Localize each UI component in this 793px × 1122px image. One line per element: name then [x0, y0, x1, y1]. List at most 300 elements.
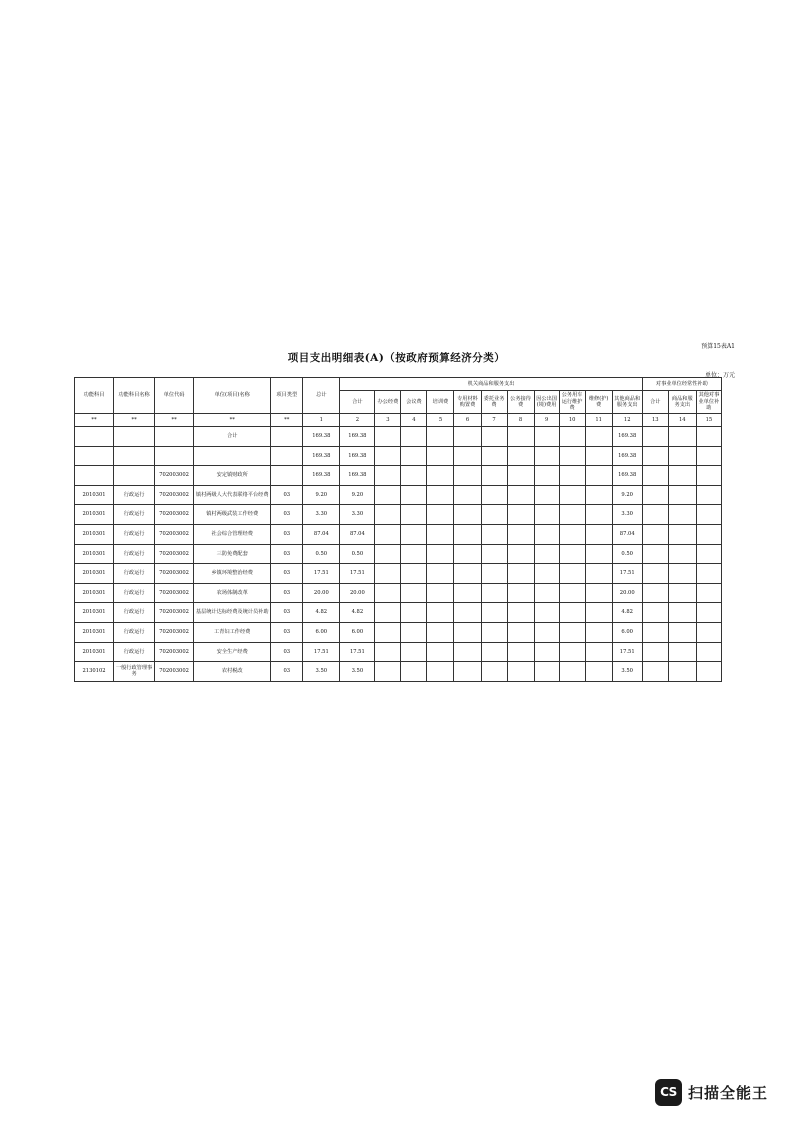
header-sub-7: 因公出国(境)费用 — [534, 391, 559, 414]
table-row — [75, 544, 722, 564]
unit-label: 单位：万元 — [704, 372, 735, 379]
cell-other-goods: 169.38 — [612, 427, 642, 447]
cell-goods-sum: 9.20 — [340, 485, 375, 505]
cell-func-code: 2010301 — [75, 505, 114, 525]
cell-empty — [507, 583, 534, 603]
cell-other-goods: 17.51 — [612, 642, 642, 662]
header-total: 总计 — [303, 378, 340, 414]
cell-total: 169.38 — [303, 427, 340, 447]
cell-empty — [401, 603, 427, 623]
cell-other-goods: 87.04 — [612, 524, 642, 544]
cell-empty — [696, 622, 721, 642]
cell-goods-sum: 3.50 — [340, 662, 375, 682]
cell-empty — [585, 485, 612, 505]
scanner-watermark — [655, 1077, 768, 1107]
header-sub-0: 合计 — [340, 391, 375, 414]
header-number-9: 5 — [427, 414, 454, 427]
cell-empty — [427, 466, 454, 486]
cell-goods-sum: 4.82 — [340, 603, 375, 623]
cell-empty — [534, 427, 559, 447]
cell-func-name: 行政运行 — [114, 544, 155, 564]
cell-func-code: 2130102 — [75, 662, 114, 682]
cell-empty — [534, 505, 559, 525]
cell-func-name: 行政运行 — [114, 564, 155, 584]
cell-empty — [427, 485, 454, 505]
cell-empty — [401, 524, 427, 544]
cell-empty — [642, 427, 668, 447]
cell-empty — [642, 662, 668, 682]
cell-empty — [585, 466, 612, 486]
cell-empty — [454, 544, 481, 564]
cell-empty — [559, 662, 585, 682]
cell-unit-name: 工青妇工作经费 — [194, 622, 271, 642]
cell-total: 169.38 — [303, 466, 340, 486]
cell-empty — [454, 446, 481, 466]
cell-project-type — [271, 446, 303, 466]
cell-empty — [401, 564, 427, 584]
cell-empty — [375, 505, 401, 525]
cell-empty — [559, 524, 585, 544]
header-number-4: ** — [271, 414, 303, 427]
cell-empty — [668, 662, 696, 682]
cell-empty — [696, 603, 721, 623]
cell-project-type: 03 — [271, 622, 303, 642]
header-number-14: 10 — [559, 414, 585, 427]
cs-logo-icon: CS — [655, 1079, 682, 1106]
header-number-11: 7 — [481, 414, 507, 427]
cell-func-name: 行政运行 — [114, 603, 155, 623]
cell-empty — [559, 583, 585, 603]
cell-goods-sum: 169.38 — [340, 427, 375, 447]
header-sub-13: 其他对事业单位补助 — [696, 391, 721, 414]
cell-empty — [507, 622, 534, 642]
cell-project-type: 03 — [271, 544, 303, 564]
cell-empty — [696, 485, 721, 505]
header-number-16: 12 — [612, 414, 642, 427]
cell-unit-code: 702003002 — [155, 603, 194, 623]
cell-unit-code: 702003002 — [155, 524, 194, 544]
cell-empty — [401, 446, 427, 466]
cell-func-code — [75, 446, 114, 466]
cell-project-type: 03 — [271, 662, 303, 682]
cell-total: 17.51 — [303, 564, 340, 584]
cell-empty — [481, 564, 507, 584]
cell-empty — [585, 524, 612, 544]
cell-other-goods: 3.50 — [612, 662, 642, 682]
cell-unit-name: 镇村两级人大代表联络平台经费 — [194, 485, 271, 505]
cell-total: 9.20 — [303, 485, 340, 505]
cell-empty — [454, 642, 481, 662]
cell-func-code: 2010301 — [75, 564, 114, 584]
table-row — [75, 427, 722, 447]
cell-empty — [534, 642, 559, 662]
cell-empty — [481, 524, 507, 544]
header-func-name: 功能科目名称 — [114, 378, 155, 414]
cell-empty — [534, 466, 559, 486]
cell-empty — [585, 544, 612, 564]
cell-func-name — [114, 446, 155, 466]
cell-goods-sum: 17.51 — [340, 642, 375, 662]
cell-other-goods: 20.00 — [612, 583, 642, 603]
cell-empty — [375, 622, 401, 642]
header-number-10: 6 — [454, 414, 481, 427]
form-code: 预算15表A1 — [701, 343, 735, 350]
cell-unit-code: 702003002 — [155, 564, 194, 584]
cell-empty — [559, 446, 585, 466]
table-row — [75, 642, 722, 662]
cell-empty — [696, 524, 721, 544]
cell-empty — [507, 642, 534, 662]
cell-project-type: 03 — [271, 603, 303, 623]
cell-empty — [696, 642, 721, 662]
cell-empty — [507, 564, 534, 584]
cell-empty — [375, 662, 401, 682]
cell-empty — [668, 564, 696, 584]
cell-unit-code: 702003002 — [155, 544, 194, 564]
cell-empty — [642, 466, 668, 486]
cell-empty — [585, 446, 612, 466]
cell-empty — [375, 564, 401, 584]
cell-empty — [696, 466, 721, 486]
header-group-goods-services: 机关商品和服务支出 — [340, 378, 642, 391]
cell-total: 6.00 — [303, 622, 340, 642]
cell-empty — [642, 485, 668, 505]
cell-func-code: 2010301 — [75, 544, 114, 564]
cell-func-name: 行政运行 — [114, 622, 155, 642]
cell-empty — [585, 564, 612, 584]
header-sub-1: 办公经费 — [375, 391, 401, 414]
header-sub-10: 其他商品和服务支出 — [612, 391, 642, 414]
cell-empty — [401, 544, 427, 564]
cell-empty — [454, 603, 481, 623]
cell-empty — [559, 622, 585, 642]
header-sub-9: 维修(护)费 — [585, 391, 612, 414]
page-title: 项目支出明细表(A)（按政府预算经济分类） — [287, 352, 506, 364]
cell-empty — [427, 603, 454, 623]
cell-empty — [559, 544, 585, 564]
cell-empty — [427, 427, 454, 447]
cell-empty — [642, 583, 668, 603]
cell-project-type: 03 — [271, 583, 303, 603]
cell-empty — [696, 505, 721, 525]
cell-func-name — [114, 466, 155, 486]
cell-empty — [427, 583, 454, 603]
header-sub-5: 委托业务费 — [481, 391, 507, 414]
cell-empty — [668, 505, 696, 525]
cell-project-type — [271, 427, 303, 447]
cell-empty — [668, 466, 696, 486]
cell-empty — [481, 583, 507, 603]
cell-total: 20.00 — [303, 583, 340, 603]
cell-func-code: 2010301 — [75, 583, 114, 603]
cell-empty — [481, 485, 507, 505]
cell-empty — [668, 583, 696, 603]
cell-empty — [585, 427, 612, 447]
header-group-subsidy: 对事业单位经常性补助 — [642, 378, 721, 391]
watermark-text: 扫描全能王 — [688, 1083, 769, 1102]
cell-total: 3.50 — [303, 662, 340, 682]
cell-empty — [534, 622, 559, 642]
cell-func-name: 行政运行 — [114, 583, 155, 603]
header-number-15: 11 — [585, 414, 612, 427]
cell-empty — [401, 466, 427, 486]
cell-unit-code: 702003002 — [155, 642, 194, 662]
cell-empty — [427, 446, 454, 466]
cell-unit-name: 镇村两级武装工作经费 — [194, 505, 271, 525]
cell-total: 3.30 — [303, 505, 340, 525]
cell-empty — [454, 662, 481, 682]
header-number-5: 1 — [303, 414, 340, 427]
cell-empty — [696, 446, 721, 466]
cell-unit-code: 702003002 — [155, 505, 194, 525]
cell-empty — [534, 446, 559, 466]
cell-empty — [585, 642, 612, 662]
header-number-1: ** — [114, 414, 155, 427]
cell-empty — [375, 524, 401, 544]
cell-empty — [401, 622, 427, 642]
cell-empty — [481, 505, 507, 525]
cell-unit-code: 702003002 — [155, 485, 194, 505]
cell-empty — [507, 485, 534, 505]
cell-unit-code: 702003002 — [155, 583, 194, 603]
cell-empty — [507, 466, 534, 486]
cell-unit-name: 农村税改 — [194, 662, 271, 682]
cell-empty — [427, 642, 454, 662]
cell-empty — [375, 603, 401, 623]
cell-empty — [668, 485, 696, 505]
header-number-6: 2 — [340, 414, 375, 427]
cell-goods-sum: 87.04 — [340, 524, 375, 544]
header-number-7: 3 — [375, 414, 401, 427]
table-row — [75, 583, 722, 603]
cell-empty — [559, 564, 585, 584]
cell-unit-name: 安定镇财政所 — [194, 466, 271, 486]
cell-empty — [375, 446, 401, 466]
cell-empty — [427, 505, 454, 525]
cell-empty — [642, 524, 668, 544]
cell-empty — [534, 544, 559, 564]
expenditure-table — [74, 377, 722, 682]
cell-empty — [696, 564, 721, 584]
cell-empty — [454, 524, 481, 544]
cell-empty — [585, 662, 612, 682]
cell-func-name: 行政运行 — [114, 642, 155, 662]
cell-other-goods: 4.82 — [612, 603, 642, 623]
cell-empty — [401, 505, 427, 525]
cell-unit-code: 702003002 — [155, 466, 194, 486]
header-sub-11: 合计 — [642, 391, 668, 414]
cell-empty — [454, 466, 481, 486]
cell-empty — [642, 642, 668, 662]
cell-total: 169.38 — [303, 446, 340, 466]
cell-unit-name: 基层统计达标经费及统计员补助 — [194, 603, 271, 623]
cell-func-code: 2010301 — [75, 642, 114, 662]
table-row — [75, 603, 722, 623]
cell-empty — [534, 583, 559, 603]
cell-empty — [481, 603, 507, 623]
cell-empty — [507, 662, 534, 682]
cell-empty — [481, 466, 507, 486]
cell-empty — [559, 427, 585, 447]
cell-unit-code — [155, 446, 194, 466]
cell-func-name: 行政运行 — [114, 485, 155, 505]
table-row — [75, 622, 722, 642]
cell-goods-sum: 17.51 — [340, 564, 375, 584]
cell-empty — [534, 485, 559, 505]
header-sub-6: 公务接待费 — [507, 391, 534, 414]
header-row-group — [75, 378, 722, 391]
header-sub-3: 培训费 — [427, 391, 454, 414]
cell-goods-sum: 20.00 — [340, 583, 375, 603]
header-sub-8: 公务用车运行维护费 — [559, 391, 585, 414]
cell-func-code: 2010301 — [75, 603, 114, 623]
cell-goods-sum: 0.50 — [340, 544, 375, 564]
header-number-12: 8 — [507, 414, 534, 427]
cell-empty — [401, 662, 427, 682]
cell-unit-code: 702003002 — [155, 622, 194, 642]
cell-empty — [427, 524, 454, 544]
table-row — [75, 662, 722, 682]
cell-empty — [481, 642, 507, 662]
cell-empty — [507, 505, 534, 525]
cell-empty — [534, 603, 559, 623]
cell-unit-name: 农场体制改革 — [194, 583, 271, 603]
cell-func-code: 2010301 — [75, 485, 114, 505]
cell-project-type: 03 — [271, 505, 303, 525]
cell-func-name — [114, 427, 155, 447]
header-sub-12: 商品和服务支出 — [668, 391, 696, 414]
cell-empty — [585, 603, 612, 623]
cell-empty — [454, 564, 481, 584]
table-row — [75, 446, 722, 466]
header-number-2: ** — [155, 414, 194, 427]
table-row — [75, 505, 722, 525]
cell-project-type: 03 — [271, 564, 303, 584]
cell-empty — [668, 642, 696, 662]
header-sub-2: 会议费 — [401, 391, 427, 414]
cell-other-goods: 6.00 — [612, 622, 642, 642]
cell-empty — [481, 427, 507, 447]
table-body — [75, 427, 722, 682]
cell-empty — [375, 583, 401, 603]
cell-empty — [696, 662, 721, 682]
cell-empty — [507, 524, 534, 544]
cell-empty — [427, 622, 454, 642]
cell-empty — [375, 642, 401, 662]
cell-unit-name: 三防免费配套 — [194, 544, 271, 564]
cell-empty — [375, 485, 401, 505]
cell-project-type: 03 — [271, 642, 303, 662]
cell-unit-code — [155, 427, 194, 447]
cell-empty — [401, 583, 427, 603]
cell-total: 0.50 — [303, 544, 340, 564]
cell-other-goods: 169.38 — [612, 466, 642, 486]
header-unit-name: 单位(项目)名称 — [194, 378, 271, 414]
cell-empty — [585, 583, 612, 603]
cell-empty — [481, 446, 507, 466]
cell-empty — [375, 427, 401, 447]
cell-empty — [375, 544, 401, 564]
cell-empty — [559, 642, 585, 662]
cell-empty — [454, 583, 481, 603]
cell-empty — [481, 662, 507, 682]
cell-empty — [375, 466, 401, 486]
cell-goods-sum: 3.30 — [340, 505, 375, 525]
cell-empty — [507, 603, 534, 623]
cell-func-name: 行政运行 — [114, 505, 155, 525]
cell-goods-sum: 169.38 — [340, 446, 375, 466]
cell-func-name: 行政运行 — [114, 524, 155, 544]
cell-empty — [534, 662, 559, 682]
cell-goods-sum: 169.38 — [340, 466, 375, 486]
cell-empty — [454, 485, 481, 505]
cell-unit-name: 安全生产经费 — [194, 642, 271, 662]
cell-total: 4.82 — [303, 603, 340, 623]
cell-other-goods: 9.20 — [612, 485, 642, 505]
cell-func-code — [75, 466, 114, 486]
cell-empty — [642, 505, 668, 525]
cell-unit-name: 乡镇环境整治经费 — [194, 564, 271, 584]
cell-total: 87.04 — [303, 524, 340, 544]
cell-empty — [559, 603, 585, 623]
cell-empty — [642, 446, 668, 466]
cell-total: 17.51 — [303, 642, 340, 662]
table-row — [75, 524, 722, 544]
cell-empty — [559, 485, 585, 505]
cell-empty — [585, 505, 612, 525]
cell-empty — [642, 544, 668, 564]
cell-empty — [507, 446, 534, 466]
cell-empty — [507, 544, 534, 564]
cell-empty — [585, 622, 612, 642]
cell-empty — [559, 505, 585, 525]
header-project-type: 项目类型 — [271, 378, 303, 414]
cell-empty — [642, 564, 668, 584]
cell-empty — [696, 544, 721, 564]
header-row-numbers — [75, 414, 722, 427]
cell-empty — [696, 583, 721, 603]
cell-empty — [454, 505, 481, 525]
cell-empty — [668, 427, 696, 447]
cell-unit-name: 合计 — [194, 427, 271, 447]
cell-func-name: 一般行政管理事务 — [114, 662, 155, 682]
table-row — [75, 466, 722, 486]
table-row — [75, 485, 722, 505]
cell-project-type: 03 — [271, 524, 303, 544]
header-number-13: 9 — [534, 414, 559, 427]
cell-empty — [507, 427, 534, 447]
cell-func-code: 2010301 — [75, 524, 114, 544]
cell-unit-code: 702003002 — [155, 662, 194, 682]
header-func-code: 功能科目 — [75, 378, 114, 414]
cell-empty — [668, 524, 696, 544]
header-number-0: ** — [75, 414, 114, 427]
cell-empty — [696, 427, 721, 447]
cell-goods-sum: 6.00 — [340, 622, 375, 642]
cell-empty — [534, 524, 559, 544]
cell-other-goods: 169.38 — [612, 446, 642, 466]
cell-project-type: 03 — [271, 485, 303, 505]
cell-empty — [481, 622, 507, 642]
cell-empty — [668, 622, 696, 642]
header-number-19: 15 — [696, 414, 721, 427]
cell-empty — [401, 485, 427, 505]
cell-empty — [559, 466, 585, 486]
header-number-18: 14 — [668, 414, 696, 427]
table-row — [75, 564, 722, 584]
cell-empty — [642, 603, 668, 623]
header-number-3: ** — [194, 414, 271, 427]
